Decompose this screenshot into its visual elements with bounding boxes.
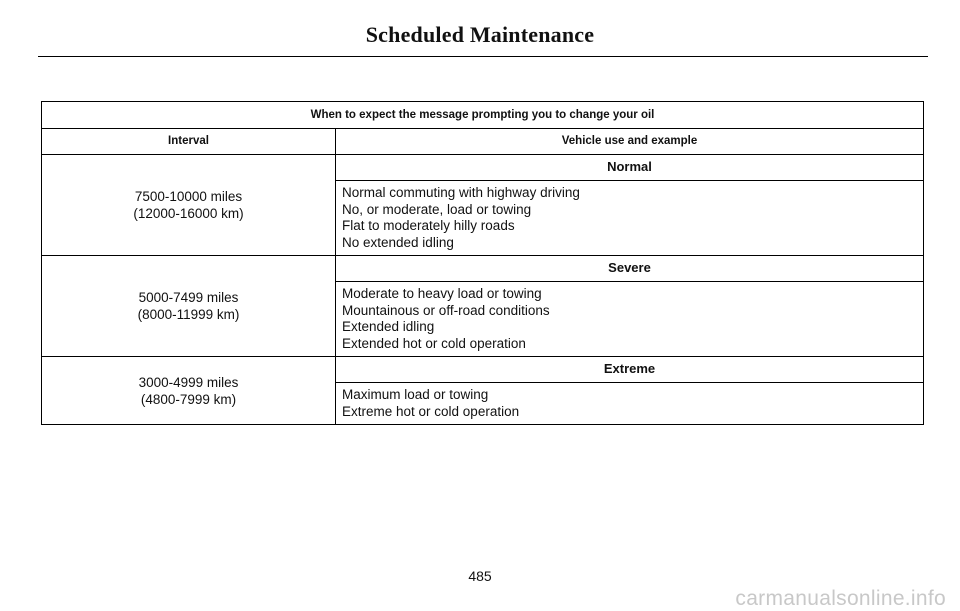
category-severe: Severe bbox=[336, 256, 924, 282]
interval-cell-extreme bbox=[42, 357, 336, 425]
example-item: Maximum load or towing bbox=[342, 387, 489, 402]
examples-severe bbox=[336, 282, 924, 357]
interval-miles: 7500-10000 miles bbox=[134, 189, 243, 204]
example-item: Moderate to heavy load or towing bbox=[342, 286, 542, 301]
example-item: Extended hot or cold operation bbox=[342, 335, 526, 351]
example-item: Extreme hot or cold operation bbox=[342, 403, 520, 419]
title-divider bbox=[38, 56, 928, 57]
category-normal: Normal bbox=[336, 155, 924, 181]
examples-extreme bbox=[336, 383, 924, 425]
examples-normal bbox=[336, 181, 924, 256]
column-header-interval: Interval bbox=[42, 129, 336, 155]
interval-km: (12000-16000 km) bbox=[133, 206, 244, 221]
column-header-vehicle-use: Vehicle use and example bbox=[336, 129, 924, 155]
example-item: Normal commuting with highway driving bbox=[342, 185, 580, 200]
interval-cell-normal bbox=[42, 155, 336, 256]
example-item: Extended idling bbox=[342, 319, 435, 334]
interval-km: (4800-7999 km) bbox=[140, 391, 237, 407]
interval-miles: 3000-4999 miles bbox=[138, 374, 239, 390]
example-item: Flat to moderately hilly roads bbox=[342, 218, 515, 233]
interval-miles: 5000-7499 miles bbox=[138, 290, 239, 305]
interval-km: (8000-11999 km) bbox=[137, 307, 240, 322]
oil-change-table bbox=[41, 101, 924, 425]
page-title: Scheduled Maintenance bbox=[365, 22, 595, 47]
example-item: No extended idling bbox=[342, 234, 454, 250]
example-item: Mountainous or off-road conditions bbox=[342, 302, 550, 318]
table-caption: When to expect the message prompting you to change your oil bbox=[42, 102, 924, 129]
interval-cell-severe bbox=[42, 256, 336, 357]
category-extreme: Extreme bbox=[336, 357, 924, 383]
page-number: 485 bbox=[468, 568, 492, 584]
example-item: No, or moderate, load or towing bbox=[342, 201, 532, 217]
watermark: carmanualsonline.info bbox=[735, 587, 946, 610]
